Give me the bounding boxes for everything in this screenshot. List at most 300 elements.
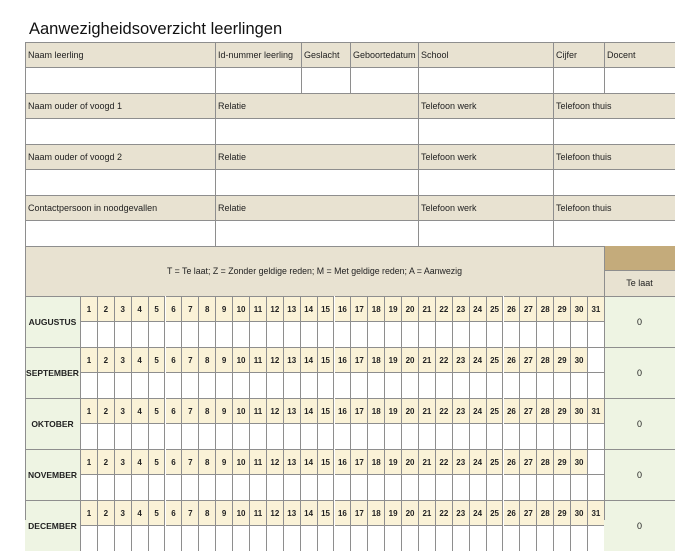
day-number: 23 bbox=[453, 398, 470, 423]
attendance-cell[interactable] bbox=[504, 321, 521, 347]
day-number: 22 bbox=[436, 398, 453, 423]
guardian2-relation-header: Relatie bbox=[215, 144, 418, 169]
attendance-cell[interactable] bbox=[453, 372, 470, 398]
attendance-cell[interactable] bbox=[588, 372, 605, 398]
day-number: 28 bbox=[537, 449, 554, 474]
attendance-cell[interactable] bbox=[351, 474, 368, 500]
summary-header-band bbox=[604, 246, 675, 270]
attendance-cell[interactable] bbox=[385, 372, 402, 398]
late-total-augustus: 0 bbox=[604, 296, 675, 347]
day-number: 27 bbox=[520, 449, 537, 474]
attendance-cell[interactable] bbox=[537, 525, 554, 551]
day-number: 19 bbox=[385, 296, 402, 321]
day-number: 25 bbox=[487, 500, 504, 525]
attendance-cell[interactable] bbox=[335, 474, 352, 500]
attendance-cell[interactable] bbox=[284, 474, 301, 500]
guardian2-work-phone-header: Telefoon werk bbox=[418, 144, 553, 169]
day-number: 15 bbox=[318, 398, 335, 423]
attendance-cell[interactable] bbox=[233, 525, 250, 551]
day-number: 25 bbox=[487, 296, 504, 321]
guardian2-name-field[interactable] bbox=[25, 169, 215, 195]
day-number: 11 bbox=[250, 500, 267, 525]
attendance-cell[interactable] bbox=[368, 321, 385, 347]
attendance-cell[interactable] bbox=[182, 372, 199, 398]
attendance-cell[interactable] bbox=[132, 423, 149, 449]
day-number: 5 bbox=[149, 398, 166, 423]
attendance-cell[interactable] bbox=[385, 474, 402, 500]
attendance-cell[interactable] bbox=[470, 321, 487, 347]
attendance-cell[interactable] bbox=[267, 372, 284, 398]
day-number: 1 bbox=[81, 296, 98, 321]
attendance-cell[interactable] bbox=[318, 525, 335, 551]
birthdate-header: Geboortedatum bbox=[350, 42, 418, 67]
day-number: 9 bbox=[216, 449, 233, 474]
attendance-cell[interactable] bbox=[182, 423, 199, 449]
teacher-header: Docent bbox=[604, 42, 675, 67]
day-number: 1 bbox=[81, 398, 98, 423]
attendance-cell[interactable] bbox=[453, 423, 470, 449]
day-number: 3 bbox=[115, 347, 132, 372]
attendance-cell[interactable] bbox=[520, 321, 537, 347]
attendance-cell[interactable] bbox=[115, 372, 132, 398]
attendance-cell[interactable] bbox=[115, 474, 132, 500]
attendance-cell[interactable] bbox=[419, 321, 436, 347]
day-number: 18 bbox=[368, 398, 385, 423]
attendance-cell[interactable] bbox=[216, 474, 233, 500]
day-number: 17 bbox=[351, 449, 368, 474]
day-number: 19 bbox=[385, 449, 402, 474]
guardian1-relation-header: Relatie bbox=[215, 93, 418, 118]
day-number: 10 bbox=[233, 347, 250, 372]
attendance-cell[interactable] bbox=[402, 525, 419, 551]
attendance-cell[interactable] bbox=[504, 423, 521, 449]
day-number: 12 bbox=[267, 347, 284, 372]
attendance-cell[interactable] bbox=[554, 525, 571, 551]
day-number: 21 bbox=[419, 296, 436, 321]
attendance-cell[interactable] bbox=[166, 474, 183, 500]
attendance-cell[interactable] bbox=[470, 423, 487, 449]
student-id-field[interactable] bbox=[215, 67, 301, 93]
attendance-cell[interactable] bbox=[554, 321, 571, 347]
attendance-cell[interactable] bbox=[98, 321, 115, 347]
day-number: 29 bbox=[554, 347, 571, 372]
day-number: 11 bbox=[250, 296, 267, 321]
attendance-cell[interactable] bbox=[182, 525, 199, 551]
attendance-cell[interactable] bbox=[216, 321, 233, 347]
attendance-cell[interactable] bbox=[436, 372, 453, 398]
attendance-cell[interactable] bbox=[81, 372, 98, 398]
day-number: 8 bbox=[199, 398, 216, 423]
attendance-cell[interactable] bbox=[301, 423, 318, 449]
attendance-cell[interactable] bbox=[318, 423, 335, 449]
attendance-cell[interactable] bbox=[368, 423, 385, 449]
attendance-cell[interactable] bbox=[487, 423, 504, 449]
guardian1-name-field[interactable] bbox=[25, 118, 215, 144]
day-number: 2 bbox=[98, 449, 115, 474]
day-number: 23 bbox=[453, 500, 470, 525]
attendance-cell[interactable] bbox=[267, 423, 284, 449]
day-number: 15 bbox=[318, 296, 335, 321]
gender-header: Geslacht bbox=[301, 42, 350, 67]
day-number: 22 bbox=[436, 500, 453, 525]
day-number: 24 bbox=[470, 500, 487, 525]
attendance-cell[interactable] bbox=[132, 372, 149, 398]
attendance-cell[interactable] bbox=[520, 525, 537, 551]
attendance-cell[interactable] bbox=[571, 525, 588, 551]
day-number: 12 bbox=[267, 449, 284, 474]
day-number: 18 bbox=[368, 500, 385, 525]
day-number: 8 bbox=[199, 449, 216, 474]
attendance-cell[interactable] bbox=[571, 474, 588, 500]
day-number: 17 bbox=[351, 398, 368, 423]
empty-day-slot bbox=[588, 347, 605, 372]
attendance-cell[interactable] bbox=[301, 321, 318, 347]
day-number: 4 bbox=[132, 296, 149, 321]
day-number: 30 bbox=[571, 500, 588, 525]
day-number: 8 bbox=[199, 296, 216, 321]
attendance-cell[interactable] bbox=[250, 321, 267, 347]
guardian1-home-phone-field[interactable] bbox=[553, 118, 675, 144]
attendance-cell[interactable] bbox=[199, 372, 216, 398]
attendance-cell[interactable] bbox=[233, 474, 250, 500]
attendance-cell[interactable] bbox=[233, 321, 250, 347]
guardian1-work-phone-field[interactable] bbox=[418, 118, 553, 144]
attendance-cell[interactable] bbox=[351, 423, 368, 449]
attendance-cell[interactable] bbox=[368, 372, 385, 398]
attendance-cell[interactable] bbox=[98, 525, 115, 551]
attendance-cell[interactable] bbox=[436, 321, 453, 347]
guardian2-home-phone-field[interactable] bbox=[553, 169, 675, 195]
day-number: 9 bbox=[216, 347, 233, 372]
day-number: 7 bbox=[182, 347, 199, 372]
day-number: 29 bbox=[554, 500, 571, 525]
attendance-cell[interactable] bbox=[554, 474, 571, 500]
attendance-cell[interactable] bbox=[351, 321, 368, 347]
attendance-cell[interactable] bbox=[419, 372, 436, 398]
attendance-cell[interactable] bbox=[571, 423, 588, 449]
late-total-december: 0 bbox=[604, 500, 675, 551]
attendance-cell[interactable] bbox=[504, 474, 521, 500]
attendance-cell[interactable] bbox=[250, 372, 267, 398]
attendance-cell[interactable] bbox=[233, 372, 250, 398]
day-number: 21 bbox=[419, 347, 436, 372]
guardian1-work-phone-header: Telefoon werk bbox=[418, 93, 553, 118]
empty-day-slot bbox=[588, 449, 605, 474]
day-number: 26 bbox=[504, 296, 521, 321]
day-number: 20 bbox=[402, 347, 419, 372]
day-number: 31 bbox=[588, 296, 605, 321]
attendance-cell[interactable] bbox=[402, 474, 419, 500]
emergency-relation-field[interactable] bbox=[215, 220, 418, 246]
guardian1-relation-field[interactable] bbox=[215, 118, 418, 144]
attendance-cell[interactable] bbox=[588, 423, 605, 449]
grade-field[interactable] bbox=[553, 67, 604, 93]
attendance-cell[interactable] bbox=[335, 321, 352, 347]
attendance-cell[interactable] bbox=[368, 525, 385, 551]
day-number: 17 bbox=[351, 500, 368, 525]
day-number: 6 bbox=[166, 398, 183, 423]
attendance-cell[interactable] bbox=[199, 474, 216, 500]
gender-field[interactable] bbox=[301, 67, 350, 93]
attendance-cell[interactable] bbox=[98, 372, 115, 398]
attendance-cell[interactable] bbox=[554, 423, 571, 449]
attendance-cell[interactable] bbox=[250, 474, 267, 500]
day-number: 4 bbox=[132, 449, 149, 474]
emergency-relation-header: Relatie bbox=[215, 195, 418, 220]
day-number: 9 bbox=[216, 500, 233, 525]
attendance-cell[interactable] bbox=[267, 525, 284, 551]
emergency-contact-header: Contactpersoon in noodgevallen bbox=[25, 195, 215, 220]
attendance-cell[interactable] bbox=[115, 321, 132, 347]
guardian1-home-phone-header: Telefoon thuis bbox=[553, 93, 675, 118]
day-number: 26 bbox=[504, 500, 521, 525]
attendance-cell[interactable] bbox=[250, 423, 267, 449]
day-number: 4 bbox=[132, 500, 149, 525]
attendance-cell[interactable] bbox=[402, 372, 419, 398]
attendance-cell[interactable] bbox=[537, 372, 554, 398]
attendance-cell[interactable] bbox=[216, 525, 233, 551]
day-number: 14 bbox=[301, 449, 318, 474]
day-number: 10 bbox=[233, 500, 250, 525]
attendance-cell[interactable] bbox=[132, 525, 149, 551]
day-number: 2 bbox=[98, 296, 115, 321]
attendance-cell[interactable] bbox=[554, 372, 571, 398]
day-number: 7 bbox=[182, 398, 199, 423]
attendance-cell[interactable] bbox=[81, 525, 98, 551]
attendance-cell[interactable] bbox=[199, 423, 216, 449]
attendance-cell[interactable] bbox=[368, 474, 385, 500]
day-number: 12 bbox=[267, 296, 284, 321]
day-number: 3 bbox=[115, 449, 132, 474]
emergency-work-phone-field[interactable] bbox=[418, 220, 553, 246]
attendance-cell[interactable] bbox=[284, 372, 301, 398]
day-number: 21 bbox=[419, 500, 436, 525]
attendance-cell[interactable] bbox=[301, 474, 318, 500]
day-number: 30 bbox=[571, 347, 588, 372]
attendance-cell[interactable] bbox=[588, 525, 605, 551]
attendance-legend: T = Te laat; Z = Zonder geldige reden; M = Met geldige reden; A = Aanwezig bbox=[25, 246, 604, 296]
day-number: 20 bbox=[402, 500, 419, 525]
day-number: 13 bbox=[284, 500, 301, 525]
day-number: 2 bbox=[98, 347, 115, 372]
page-title: Aanwezigheidsoverzicht leerlingen bbox=[29, 20, 283, 38]
attendance-cell[interactable] bbox=[335, 372, 352, 398]
day-number: 26 bbox=[504, 398, 521, 423]
attendance-cell[interactable] bbox=[149, 525, 166, 551]
attendance-cell[interactable] bbox=[453, 474, 470, 500]
birthdate-field[interactable] bbox=[350, 67, 418, 93]
attendance-cell[interactable] bbox=[419, 525, 436, 551]
attendance-cell[interactable] bbox=[284, 525, 301, 551]
attendance-cell[interactable] bbox=[132, 474, 149, 500]
day-number: 5 bbox=[149, 449, 166, 474]
guardian2-name-header: Naam ouder of voogd 2 bbox=[25, 144, 215, 169]
attendance-cell[interactable] bbox=[301, 525, 318, 551]
day-number: 16 bbox=[335, 500, 352, 525]
attendance-cell[interactable] bbox=[318, 474, 335, 500]
attendance-cell[interactable] bbox=[537, 423, 554, 449]
day-number: 14 bbox=[301, 500, 318, 525]
day-number: 7 bbox=[182, 296, 199, 321]
student-name-field[interactable] bbox=[25, 67, 215, 93]
attendance-cell[interactable] bbox=[351, 525, 368, 551]
day-number: 30 bbox=[571, 296, 588, 321]
emergency-home-phone-header: Telefoon thuis bbox=[553, 195, 675, 220]
day-number: 4 bbox=[132, 398, 149, 423]
guardian2-work-phone-field[interactable] bbox=[418, 169, 553, 195]
month-label-augustus: AUGUSTUS bbox=[25, 296, 81, 347]
attendance-cell[interactable] bbox=[504, 525, 521, 551]
attendance-cell[interactable] bbox=[470, 372, 487, 398]
attendance-cell[interactable] bbox=[132, 321, 149, 347]
attendance-cell[interactable] bbox=[470, 525, 487, 551]
attendance-cell[interactable] bbox=[385, 321, 402, 347]
attendance-cell[interactable] bbox=[520, 474, 537, 500]
attendance-cell[interactable] bbox=[149, 423, 166, 449]
day-number: 19 bbox=[385, 347, 402, 372]
attendance-cell[interactable] bbox=[149, 321, 166, 347]
attendance-cell[interactable] bbox=[402, 423, 419, 449]
attendance-cell[interactable] bbox=[419, 423, 436, 449]
attendance-cell[interactable] bbox=[166, 372, 183, 398]
day-number: 5 bbox=[149, 500, 166, 525]
attendance-cell[interactable] bbox=[520, 372, 537, 398]
attendance-cell[interactable] bbox=[98, 474, 115, 500]
attendance-cell[interactable] bbox=[301, 372, 318, 398]
month-label-november: NOVEMBER bbox=[25, 449, 81, 500]
day-number: 31 bbox=[588, 398, 605, 423]
attendance-cell[interactable] bbox=[453, 321, 470, 347]
day-number: 29 bbox=[554, 296, 571, 321]
month-label-september: SEPTEMBER bbox=[25, 347, 81, 398]
day-number: 6 bbox=[166, 500, 183, 525]
day-number: 25 bbox=[487, 347, 504, 372]
day-number: 17 bbox=[351, 296, 368, 321]
day-number: 16 bbox=[335, 449, 352, 474]
day-number: 2 bbox=[98, 398, 115, 423]
attendance-cell[interactable] bbox=[115, 525, 132, 551]
attendance-cell[interactable] bbox=[284, 321, 301, 347]
day-number: 19 bbox=[385, 398, 402, 423]
emergency-contact-field[interactable] bbox=[25, 220, 215, 246]
attendance-cell[interactable] bbox=[199, 321, 216, 347]
attendance-cell[interactable] bbox=[182, 474, 199, 500]
attendance-cell[interactable] bbox=[487, 525, 504, 551]
attendance-cell[interactable] bbox=[419, 474, 436, 500]
attendance-cell[interactable] bbox=[81, 423, 98, 449]
attendance-cell[interactable] bbox=[571, 321, 588, 347]
month-label-december: DECEMBER bbox=[25, 500, 81, 551]
attendance-cell[interactable] bbox=[233, 423, 250, 449]
attendance-cell[interactable] bbox=[166, 321, 183, 347]
day-number: 14 bbox=[301, 347, 318, 372]
day-number: 8 bbox=[199, 347, 216, 372]
attendance-cell[interactable] bbox=[149, 372, 166, 398]
attendance-cell[interactable] bbox=[98, 423, 115, 449]
attendance-cell[interactable] bbox=[318, 321, 335, 347]
attendance-cell[interactable] bbox=[470, 474, 487, 500]
attendance-cell[interactable] bbox=[335, 423, 352, 449]
attendance-cell[interactable] bbox=[588, 474, 605, 500]
attendance-cell[interactable] bbox=[284, 423, 301, 449]
attendance-cell[interactable] bbox=[182, 321, 199, 347]
day-number: 24 bbox=[470, 296, 487, 321]
attendance-cell[interactable] bbox=[436, 525, 453, 551]
attendance-cell[interactable] bbox=[318, 372, 335, 398]
attendance-cell[interactable] bbox=[402, 321, 419, 347]
attendance-cell[interactable] bbox=[115, 423, 132, 449]
attendance-cell[interactable] bbox=[149, 474, 166, 500]
day-number: 26 bbox=[504, 347, 521, 372]
day-number: 6 bbox=[166, 449, 183, 474]
day-number: 11 bbox=[250, 449, 267, 474]
attendance-cell[interactable] bbox=[537, 474, 554, 500]
day-number: 5 bbox=[149, 347, 166, 372]
attendance-cell[interactable] bbox=[216, 423, 233, 449]
attendance-cell[interactable] bbox=[81, 321, 98, 347]
day-number: 15 bbox=[318, 500, 335, 525]
attendance-cell[interactable] bbox=[520, 423, 537, 449]
attendance-cell[interactable] bbox=[335, 525, 352, 551]
day-number: 29 bbox=[554, 398, 571, 423]
attendance-sheet bbox=[25, 42, 675, 531]
attendance-cell[interactable] bbox=[436, 423, 453, 449]
attendance-cell[interactable] bbox=[537, 321, 554, 347]
grade-header: Cijfer bbox=[553, 42, 604, 67]
day-number: 10 bbox=[233, 296, 250, 321]
day-number: 16 bbox=[335, 347, 352, 372]
attendance-cell[interactable] bbox=[588, 321, 605, 347]
attendance-cell[interactable] bbox=[453, 525, 470, 551]
day-number: 10 bbox=[233, 398, 250, 423]
day-number: 25 bbox=[487, 449, 504, 474]
late-total-oktober: 0 bbox=[604, 398, 675, 449]
emergency-home-phone-field[interactable] bbox=[553, 220, 675, 246]
attendance-cell[interactable] bbox=[199, 525, 216, 551]
attendance-cell[interactable] bbox=[267, 474, 284, 500]
attendance-cell[interactable] bbox=[385, 423, 402, 449]
day-number: 3 bbox=[115, 398, 132, 423]
day-number: 31 bbox=[588, 500, 605, 525]
day-number: 24 bbox=[470, 449, 487, 474]
attendance-cell[interactable] bbox=[81, 474, 98, 500]
attendance-cell[interactable] bbox=[166, 423, 183, 449]
day-number: 11 bbox=[250, 398, 267, 423]
attendance-cell[interactable] bbox=[487, 372, 504, 398]
attendance-cell[interactable] bbox=[436, 474, 453, 500]
school-field[interactable] bbox=[418, 67, 553, 93]
day-number: 13 bbox=[284, 347, 301, 372]
attendance-cell[interactable] bbox=[267, 321, 284, 347]
day-number: 30 bbox=[571, 398, 588, 423]
guardian2-relation-field[interactable] bbox=[215, 169, 418, 195]
day-number: 20 bbox=[402, 449, 419, 474]
attendance-cell[interactable] bbox=[216, 372, 233, 398]
day-number: 23 bbox=[453, 347, 470, 372]
attendance-cell[interactable] bbox=[166, 525, 183, 551]
attendance-cell[interactable] bbox=[487, 474, 504, 500]
attendance-cell[interactable] bbox=[351, 372, 368, 398]
teacher-field[interactable] bbox=[604, 67, 675, 93]
attendance-cell[interactable] bbox=[487, 321, 504, 347]
day-number: 20 bbox=[402, 398, 419, 423]
attendance-cell[interactable] bbox=[504, 372, 521, 398]
attendance-cell[interactable] bbox=[385, 525, 402, 551]
attendance-cell[interactable] bbox=[571, 372, 588, 398]
attendance-cell[interactable] bbox=[250, 525, 267, 551]
day-number: 27 bbox=[520, 347, 537, 372]
day-number: 3 bbox=[115, 296, 132, 321]
